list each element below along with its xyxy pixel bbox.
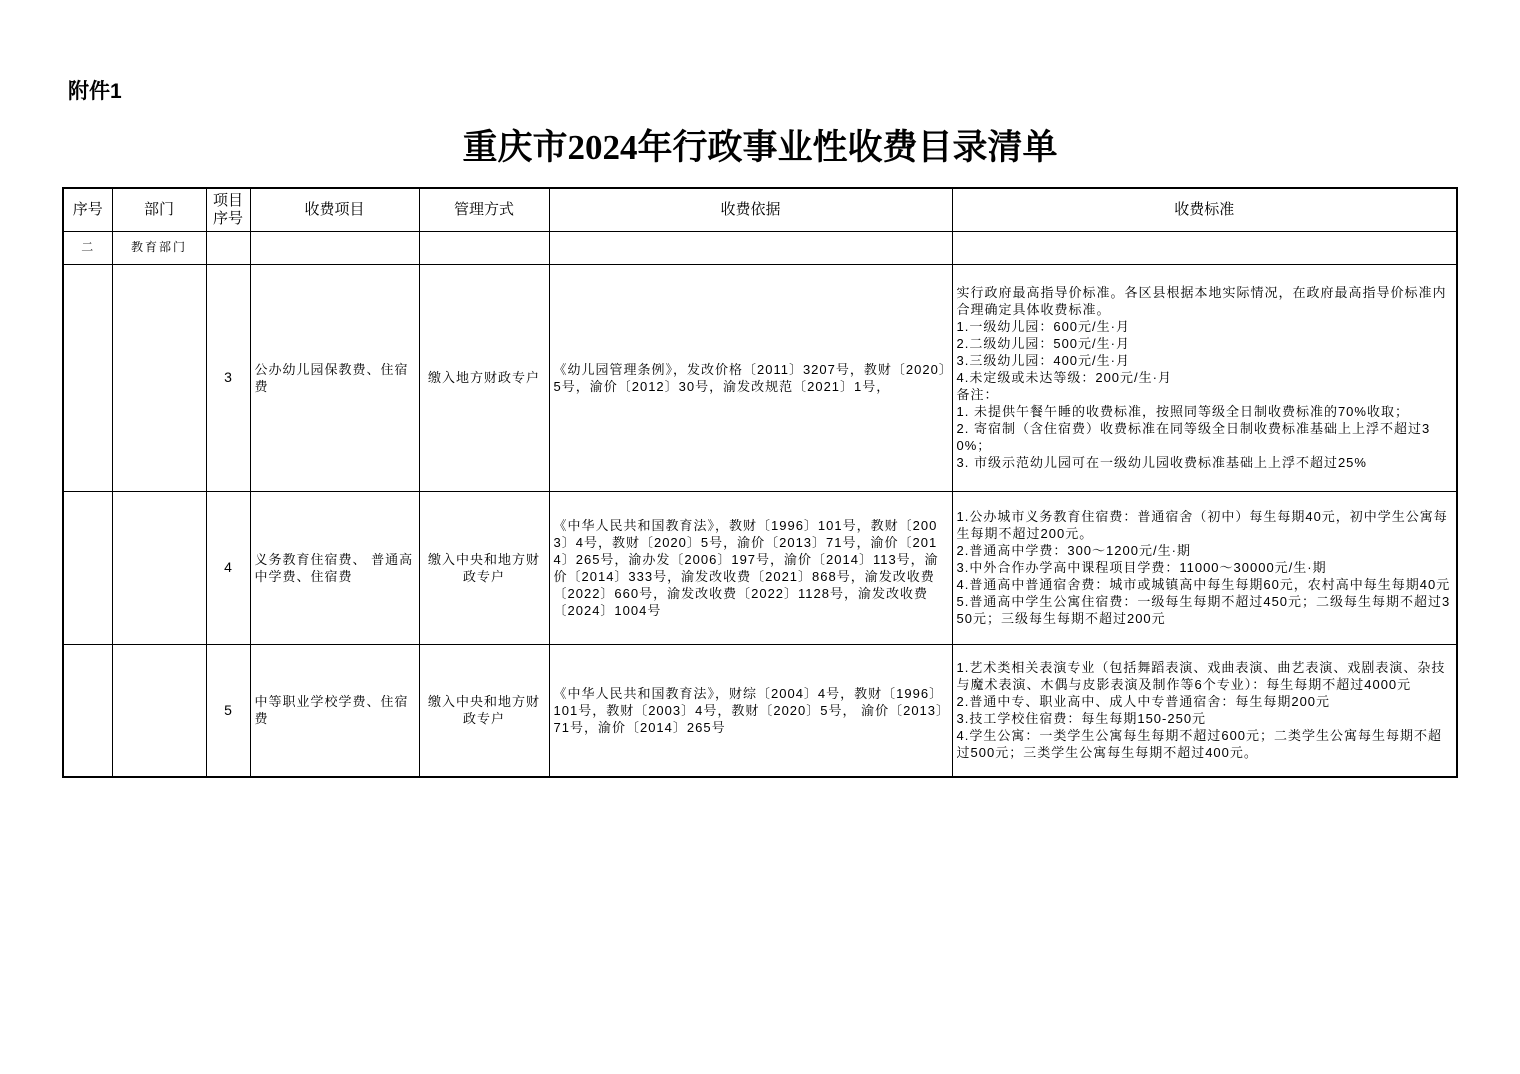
empty-cell <box>63 491 112 644</box>
standard-line: 5.普通高中学生公寓住宿费：一级每生每期不超过450元；二级每生每期不超过350元；三级每生每期不超过200元 <box>956 594 1451 626</box>
empty-cell <box>63 264 112 491</box>
standard-line: 3.技工学校住宿费：每生每期150-250元 <box>956 711 1207 727</box>
row-management: 缴入地方财政专户 <box>419 264 549 491</box>
row-item-seq: 4 <box>206 491 250 644</box>
empty-cell <box>549 231 952 264</box>
row-item-seq: 5 <box>206 644 250 777</box>
standard-line: 2.普通中专、职业高中、成人中专普通宿舍：每生每期200元 <box>956 694 1331 710</box>
empty-cell <box>63 644 112 777</box>
header-item-seq <box>206 188 250 231</box>
standard-line: 备注： <box>956 387 999 402</box>
empty-cell <box>952 231 1457 264</box>
group-seq: 二 <box>63 231 112 264</box>
standard-line: 3.中外合作办学高中课程项目学费：11000～30000元/生·期 <box>956 560 1327 575</box>
standard-line: 4.学生公寓：一类学生公寓每生每期不超过600元；二类学生公寓每生每期不超过500元；三类学生公寓每生每期不超过400元。 <box>956 728 1443 761</box>
header-basis: 收费依据 <box>549 188 952 231</box>
empty-cell <box>419 231 549 264</box>
empty-cell <box>112 264 206 491</box>
group-row <box>63 231 1457 264</box>
standard-line: 2. 寄宿制（含住宿费）收费标准在同等级全日制收费标准基础上上浮不超过30%； <box>956 421 1431 453</box>
header-item: 收费项目 <box>250 188 419 231</box>
table-header-row <box>63 188 1457 231</box>
header-department: 部门 <box>112 188 206 231</box>
fee-catalog-table <box>62 187 1458 778</box>
standard-line: 4.未定级或未达等级：200元/生·月 <box>956 370 1172 385</box>
attachment-label: 附件1 <box>68 80 122 103</box>
document-title: 重庆市2024年行政事业性收费目录清单 <box>462 128 1058 167</box>
table-row <box>63 491 1457 644</box>
table-row <box>63 644 1457 777</box>
row-item-name: 公办幼儿园保教费、住宿费 <box>250 264 419 491</box>
standard-line: 1.一级幼儿园：600元/生·月 <box>956 319 1130 334</box>
row-item-seq: 3 <box>206 264 250 491</box>
row-management: 缴入中央和地方财政专户 <box>419 644 549 777</box>
row-standard <box>952 491 1457 644</box>
standard-line: 1.艺术类相关表演专业（包括舞蹈表演、戏曲表演、曲艺表演、戏剧表演、杂技与魔术表演、木偶与皮影表演及制作等6个专业）：每生每期不超过4000元 <box>956 660 1446 693</box>
row-basis: 《幼儿园管理条例》，发改价格〔2011〕3207号，教财〔2020〕5号，渝价〔2012〕30号，渝发改规范〔2021〕1号， <box>549 264 952 491</box>
standard-line: 2.二级幼儿园：500元/生·月 <box>956 336 1130 351</box>
header-seq: 序号 <box>63 188 112 231</box>
empty-cell <box>112 491 206 644</box>
standard-line: 2.普通高中学费：300～1200元/生·期 <box>956 543 1191 558</box>
row-basis: 《中华人民共和国教育法》，教财〔1996〕101号，教财〔2003〕4号，教财〔2020〕5号，渝价〔2013〕71号，渝价〔2014〕265号，渝办发〔2006〕197号，渝价〔2014〕113号，渝价〔2014〕333号，渝发改收费〔2021〕868号，渝发改收费〔2022〕660号，渝发改收费〔2022〕1128号，渝发改收费〔2024〕1004号 <box>549 491 952 644</box>
row-standard <box>952 264 1457 491</box>
header-item-seq-line2: 序号 <box>212 209 243 227</box>
standard-line: 3.三级幼儿园：400元/生·月 <box>956 353 1130 368</box>
row-standard <box>952 644 1457 777</box>
empty-cell <box>250 231 419 264</box>
empty-cell <box>206 231 250 264</box>
header-standard: 收费标准 <box>952 188 1457 231</box>
standard-line: 3. 市级示范幼儿园可在一级幼儿园收费标准基础上上浮不超过25% <box>956 455 1367 470</box>
standard-line: 4.普通高中普通宿舍费：城市或城镇高中每生每期60元，农村高中每生每期40元 <box>956 577 1451 592</box>
empty-cell <box>112 644 206 777</box>
standard-line: 1. 未提供午餐午睡的收费标准，按照同等级全日制收费标准的70%收取； <box>956 404 1409 419</box>
row-item-name: 中等职业学校学费、住宿费 <box>250 644 419 777</box>
row-item-name: 义务教育住宿费、 普通高中学费、住宿费 <box>250 491 419 644</box>
table-row <box>63 264 1457 491</box>
row-management: 缴入中央和地方财政专户 <box>419 491 549 644</box>
standard-line: 1.公办城市义务教育住宿费：普通宿舍（初中）每生每期40元，初中学生公寓每生每期不超过200元。 <box>956 509 1448 541</box>
header-management: 管理方式 <box>419 188 549 231</box>
row-basis: 《中华人民共和国教育法》，财综〔2004〕4号，教财〔1996〕101号，教财〔2003〕4号，教财〔2020〕5号， 渝价〔2013〕71号，渝价〔2014〕265号 <box>549 644 952 777</box>
group-department: 教育部门 <box>112 231 206 264</box>
standard-line: 实行政府最高指导价标准。各区县根据本地实际情况，在政府最高指导价标准内合理确定具体收费标准。 <box>956 285 1447 317</box>
header-item-seq-line1: 项目 <box>212 191 243 209</box>
